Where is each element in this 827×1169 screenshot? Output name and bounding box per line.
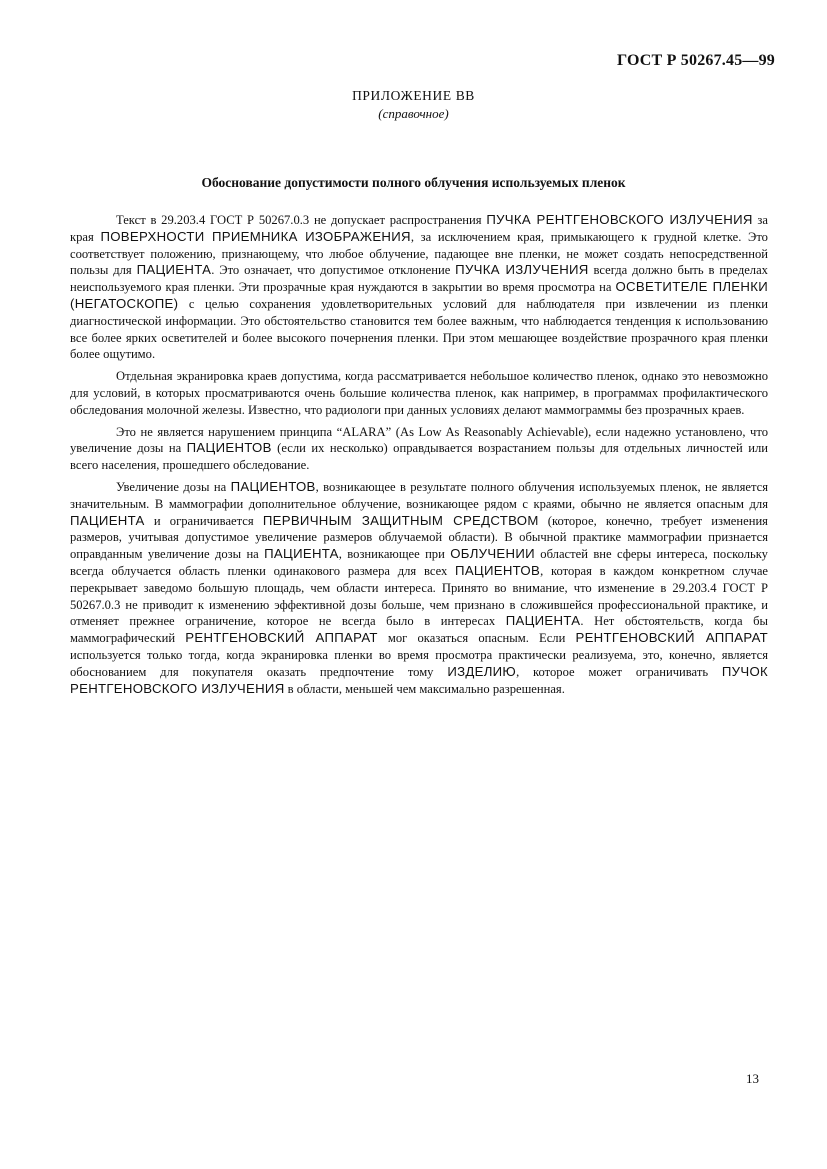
defined-term: ОСВЕТИТЕЛЕ ПЛЕНКИ (НЕГАТОСКОПЕ): [70, 279, 768, 311]
defined-term: ПАЦИЕНТА: [70, 512, 145, 528]
paragraph-text: с целью сохранения удовлетворительных условий для наблюдателя при извлечении из пленки диагностической информации. Это обстоятельство становится тем более важным, что наблюдается тенденция к использованию все более ярких осветителей и более высокого почернения пленки. При этом мешающее воздействие прозрачного края пленки более ощутимо.: [70, 296, 768, 362]
paragraph-text: Это не является нарушением принципа “ALARA” (As Low As Reasonably Achievable), если надежно установлено, что увеличение дозы на: [70, 424, 768, 456]
paragraph-text: (если их несколько) оправдывается возрастанием пользы для отдельных личностей или всего населения, прошедшего обследование.: [70, 441, 768, 473]
paragraph-text: в области, меньшей чем максимально разрешенная.: [284, 681, 565, 696]
paragraph-text: используется только тогда, когда экранировка пленки во время просмотра практически реализуема, это, конечно, является обоснованием для покупателя оказать предпочтение тому: [70, 647, 768, 679]
paragraph: [70, 479, 768, 697]
paragraph: [70, 424, 768, 474]
defined-term: ПУЧОК РЕНТГЕНОВСКОГО ИЗЛУЧЕНИЯ: [70, 663, 768, 696]
document-id: ГОСТ Р 50267.45—99: [616, 52, 775, 69]
paragraph-text: Отдельная экранировка краев допустима, когда рассматривается небольшое количество пленок, однако это невозможно для условий, в которых просматриваются очень большие количества пленок, как например, в программах профилактического обследования молочной железы. Известно, что радиологи при данных условиях делают маммограммы без прозрачных краев.: [70, 369, 768, 417]
paragraph-text: , возникающее в результате полного облучения используемых пленок, не является значительным. В маммографии дополнительное облучение, возникающее рядом с краями, обычно не является опасным для: [70, 479, 768, 511]
defined-term: ПАЦИЕНТОВ: [186, 440, 272, 456]
paragraph-text: . Нет обстоятельств, когда бы маммографический: [70, 614, 769, 646]
defined-term: ПАЦИЕНТА: [505, 613, 581, 629]
paragraph-text: за края: [70, 213, 768, 244]
paragraph-text: областей вне сферы интереса, поскольку всегда облучается область пленки одинакового размера для всех: [70, 547, 768, 578]
defined-term: ОБЛУЧЕНИИ: [450, 546, 535, 562]
defined-term: ПАЦИЕНТОВ: [230, 478, 316, 494]
appendix-note: (справочное): [378, 106, 449, 121]
defined-term: ПУЧКА РЕНТГЕНОВСКОГО ИЗЛУЧЕНИЯ: [486, 212, 753, 227]
paragraph: [70, 368, 768, 418]
defined-term: РЕНТГЕНОВСКИЙ АППАРАТ: [575, 630, 768, 646]
defined-term: ПАЦИЕНТОВ: [455, 562, 541, 578]
paragraph-text: , которое может ограничивать: [516, 664, 722, 679]
paragraph: [70, 212, 768, 363]
paragraph-text: (которое, конечно, требует изменения размеров, учитывая допустимое увеличение размеров облучаемой области). В обычной практике маммографии признается оправданным увеличение дозы на: [70, 513, 768, 562]
defined-term: ПУЧКА ИЗЛУЧЕНИЯ: [455, 262, 589, 278]
defined-term: ПЕРВИЧНЫМ ЗАЩИТНЫМ СРЕДСТВОМ: [262, 512, 539, 528]
paragraph-text: , которая в каждом конкретном случае перекрывает заведомо большую площадь, чем области интереса. Принято во внимание, что изменение в 29.203.4 ГОСТ Р 50267.0.3 не приводит к изменению эффективной дозы больше, чем признано в сложившейся профессиональной практике, и отменяет прежнее ограничение, которое не всегда было в интересах: [70, 563, 768, 629]
defined-term: ПОВЕРХНОСТИ ПРИЕМНИКА ИЗОБРАЖЕНИЯ: [100, 228, 411, 244]
appendix-title: ПРИЛОЖЕНИЕ ВВ: [352, 88, 475, 103]
paragraph-text: и ограничивается: [144, 513, 263, 528]
document-body: [70, 212, 768, 702]
paragraph-text: мог оказаться опасным. Если: [377, 631, 576, 646]
paragraph-text: . Это означает, что допустимое отклонение: [211, 263, 456, 278]
paragraph-text: , возникающее при: [338, 547, 451, 562]
page-number: 13: [746, 1071, 759, 1086]
paragraph-text: , за исключением края, примыкающего к грудной клетке. Это соответствует положению, признающему, что любое облучение, падающее вне пленки, не может создать непосредственной пользы для: [70, 229, 768, 278]
paragraph-text: всегда должно быть в пределах неиспользуемого края пленки. Эти прозрачные края нуждаются в закрытии во время просмотра на: [70, 263, 768, 295]
defined-term: ПАЦИЕНТА: [136, 262, 212, 278]
section-title: Обоснование допустимости полного облучения используемых пленок: [201, 175, 626, 190]
paragraph-text: Текст в 29.203.4 ГОСТ Р 50267.0.3 не допускает распространения: [116, 213, 487, 227]
defined-term: ПАЦИЕНТА: [264, 546, 339, 562]
paragraph-text: Увеличение дозы на: [116, 479, 231, 494]
defined-term: РЕНТГЕНОВСКИЙ АППАРАТ: [185, 630, 378, 646]
defined-term: ИЗДЕЛИЮ: [447, 663, 517, 679]
